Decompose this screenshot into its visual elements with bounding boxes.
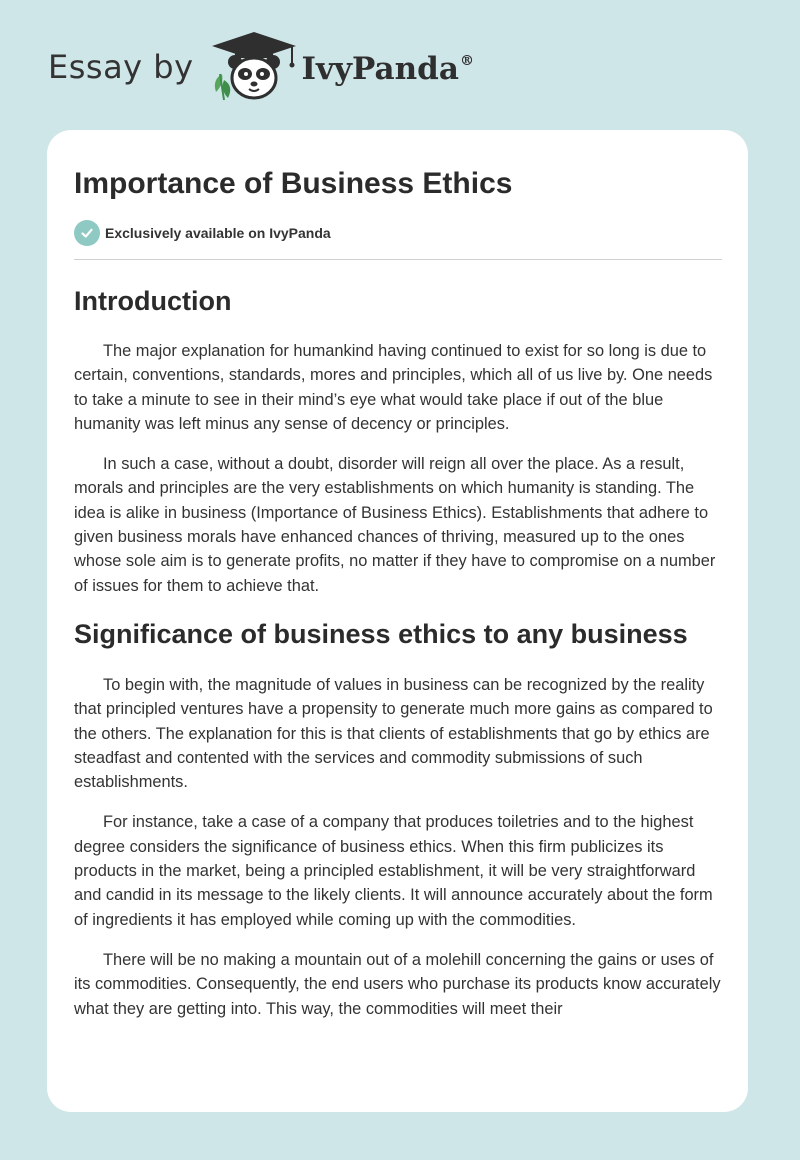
paragraph: To begin with, the magnitude of values in business can be recognized by the reality that principled ventures have a propensity to generate much more gains as compared to the others. The explanation for this is that clients of establishments that go by ethics are steadfast and contented with the services and commodity submissions of such establishments.: [74, 675, 713, 792]
section-introduction: [74, 281, 722, 598]
title-divider: [74, 259, 722, 260]
paragraph: In such a case, without a doubt, disorder will reign all over the place. As a result, morals and principles are the very establishments on which humanity is standing. The idea is alike in business (Importance of Business Ethics). Establishments that adhere to given business morals have enhanced chances of thriving, measured up to the ones whose sole aim is to generate profits, no matter if they have to compromise on a number of issues for them to achieve that.: [74, 455, 716, 595]
brand-prefix: Essay by: [48, 48, 194, 86]
paragraph: The major explanation for humankind having continued to exist for so long is due to certain, conventions, standards, mores and principles, which all of us live by. One needs to take a minute to see in their mind’s eye what would take place if out of the blue humanity was left minus any sense of decency or principles.: [74, 342, 713, 433]
section-heading: Significance of business ethics to any business: [74, 618, 688, 649]
paragraph: For instance, take a case of a company that produces toiletries and to the highest degree considers the significance of business ethics. When this firm publicizes its products in the market, being a principled establishment, it will be very straightforward and candid in its message to the likely clients. It will announce accurately about the form of ingredients it has employed while coming up with the commodities.: [74, 813, 713, 929]
section-significance: [74, 614, 722, 1021]
paragraph: There will be no making a mountain out of a molehill concerning the gains or uses of its commodities. Consequently, the end users who purchase its products know accurately what they are getting into. This way, the commodities will meet their: [74, 950, 721, 1018]
panda-graduate-icon: [208, 30, 300, 102]
brand-name: IvyPanda®: [301, 51, 474, 87]
site-brand[interactable]: [48, 30, 474, 102]
essay-card: [47, 130, 748, 1112]
section-heading: Introduction: [74, 286, 232, 316]
exclusive-badge-text: Exclusively available on IvyPanda: [105, 225, 331, 241]
exclusive-badge: [74, 220, 722, 246]
essay-title: Importance of Business Ethics: [74, 167, 513, 200]
check-circle-icon: [74, 220, 100, 246]
